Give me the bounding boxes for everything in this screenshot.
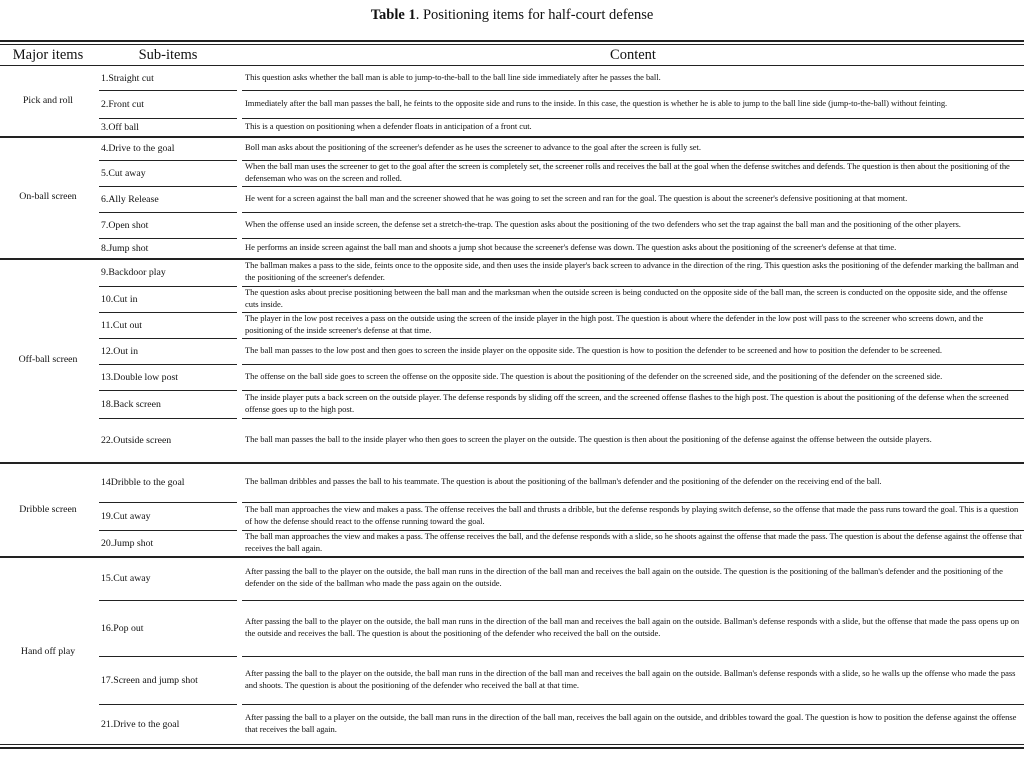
content-text: The inside player puts a back screen on the outside player. The defense responds by sliding off the screen, and the screened offense flashes to the high post. The question is about the positioning of the defense when the screened offense goes up to the high post.	[245, 391, 1009, 414]
content-text: After passing the ball to a player on the outside, the ball man runs in the direction of the ball man, receives the ball again on the outside, and dribbles toward the goal. The question is how to position the defense against the offense that receives the ball again.	[245, 711, 1017, 734]
sub-item-label: 12.Out in	[101, 346, 139, 357]
table-caption-text: . Positioning items for half-court defense	[415, 7, 654, 23]
sub-item-label: 20.Jump shot	[101, 538, 154, 549]
sub-item-label: 17.Screen and jump shot	[101, 675, 198, 686]
sub-item-label: 14Dribble to the goal	[101, 477, 185, 488]
row-divider	[99, 530, 237, 531]
bottom-rule-double	[0, 747, 1024, 749]
sub-item-label: 19.Cut away	[101, 511, 151, 522]
sub-item-label: 3.Off ball	[101, 122, 139, 133]
content-text: The ball man passes to the low post and then goes to screen the inside player on the opposite side. The question is how to position the defender to be screened and how to position the defender to be screened.	[245, 344, 942, 355]
major-item-label: Dribble screen	[19, 504, 77, 515]
row-divider	[242, 704, 1024, 705]
sub-item-label: 22.Outside screen	[101, 435, 172, 446]
content-text: When the offense used an inside screen, the defense set a stretch-the-trap. The question asks about the positioning of the two defenders who set the trap against the ball man and the positioning of the other players.	[245, 218, 961, 229]
row-divider	[99, 90, 237, 91]
row-divider	[242, 338, 1024, 339]
row-divider	[99, 160, 237, 161]
sub-item-label: 21.Drive to the goal	[101, 719, 180, 730]
sub-item-label: 4.Drive to the goal	[101, 143, 175, 154]
content-text: Immediately after the ball man passes the ball, he feints to the opposite side and runs to the inside. In this case, the question is whether he is able to jump to the ball line side (jump-to-the-ball) without feinting.	[245, 97, 948, 108]
content-text: The ball man approaches the view and makes a pass. The offense receives the ball and thrusts a dribble, but the defense responds by playing switch defense, so the offense that made the pass runs toward the goal. This is a question of how the defense should react to the offense running toward the goal.	[245, 503, 1019, 526]
sub-item-label: 10.Cut in	[101, 294, 138, 305]
row-divider	[99, 656, 237, 657]
row-divider	[99, 502, 237, 503]
content-text: He performs an inside screen against the ball man and shoots a jump shot because the screener's defense was down. The question asks about the positioning of the screener's defense at that time.	[245, 241, 897, 252]
sub-item-label: 6.Ally Release	[101, 194, 159, 205]
sub-item-label: 1.Straight cut	[101, 73, 154, 84]
sub-item-label: 15.Cut away	[101, 573, 151, 584]
sub-item-label: 8.Jump shot	[101, 243, 149, 254]
content-text: The ballman makes a pass to the side, feints once to the opposite side, and then uses the inside player's back screen to advance in the direction of the ring. This question asks the positioning of the defender marking the ballman and the positioning of the screener's defender.	[245, 259, 1019, 282]
sub-item-label: 13.Double low post	[101, 372, 179, 383]
row-divider	[242, 418, 1024, 419]
row-divider	[99, 338, 237, 339]
row-divider	[242, 212, 1024, 213]
row-divider	[242, 656, 1024, 657]
sub-item-label: 2.Front cut	[101, 99, 144, 110]
group-divider	[0, 136, 1024, 138]
top-rule-double	[0, 44, 1024, 45]
major-item-label: Off-ball screen	[18, 354, 78, 365]
row-divider	[99, 238, 237, 239]
row-divider	[99, 118, 237, 119]
group-divider	[0, 462, 1024, 464]
content-text: The ball man passes the ball to the inside player who then goes to screen the player on the outside. The question is then about the positioning of the defense against the offense between the outside players.	[245, 433, 932, 444]
row-divider	[99, 600, 237, 601]
content-text: He went for a screen against the ball man and the screener showed that he was going to set the screen and ran for the goal. The question is about the screener's defensive positioning at that moment.	[245, 192, 908, 203]
row-divider	[242, 186, 1024, 187]
row-divider	[99, 364, 237, 365]
row-divider	[242, 90, 1024, 91]
row-divider	[99, 704, 237, 705]
content-text: The question asks about precise positioning between the ball man and the marksman when the outside screen is being conducted on the opposite side of the ball man, the screen is conducted on the opposite side, and the offense cuts inside.	[245, 286, 1008, 309]
row-divider	[99, 418, 237, 419]
major-item-label: On-ball screen	[19, 191, 77, 202]
content-text: The offense on the ball side goes to screen the offense on the opposite side. The question is about the positioning of the defender on the screened side, and the positioning of the defender on the screened side.	[245, 370, 943, 381]
content-text: After passing the ball to the player on the outside, the ball man runs in the direction of the ball man and receives the ball again on the outside. The question is the positioning of the ballman's defender and the positioning of the defender on the side of the ballman who made the pass again on the outside.	[245, 565, 1003, 588]
row-divider	[242, 238, 1024, 239]
header-sub-items: Sub-items	[138, 47, 198, 63]
content-text: This is a question on positioning when a defender floats in anticipation of a front cut.	[245, 120, 532, 131]
sub-item-label: 5.Cut away	[101, 168, 146, 179]
sub-item-label: 18.Back screen	[101, 399, 161, 410]
content-text: The ballman dribbles and passes the ball to his teammate. The question is about the positioning of the ballman's defender and the positioning of the defender on the receiving end of the ball.	[245, 475, 882, 486]
sub-item-label: 11.Cut out	[101, 320, 143, 331]
content-text: The ball man approaches the view and makes a pass. The offense receives the ball, and the defense responds with a slide, so he shoots against the offense that made the pass. The question is about the defense against the offense that receives the ball again.	[245, 530, 1022, 553]
top-rule	[0, 40, 1024, 42]
header-rule	[0, 65, 1024, 66]
header-major-items: Major items	[12, 47, 84, 63]
content-text: After passing the ball to the player on the outside, the ball man runs in the direction of the ball man and receives the ball again on the outside. Ballman's defense responds with a slide, so he walls up the offense who made the pass and shoots. The question is about the positioning of the defender who received the ball at that time.	[245, 667, 1016, 690]
row-divider	[99, 212, 237, 213]
row-divider	[242, 600, 1024, 601]
row-divider	[99, 390, 237, 391]
content-text: After passing the ball to the player on the outside, the ball man runs in the direction of the ball man and receives the ball again on the outside. Ballman's defense responds with a slide, but the offense that made the pass opens up on the outside and receives the ball. The question is about the positioning of the defender who received the ball on the outside.	[245, 615, 1020, 638]
major-item-label: Pick and roll	[22, 95, 74, 106]
major-item-label: Hand off play	[20, 646, 76, 657]
header-content: Content	[610, 47, 656, 63]
content-text: The player in the low post receives a pass on the outside using the screen of the inside player in the high post. The question is about where the defender in the low post will pass to the screener who screens down, and the positioning of the inside screener's defense at that time.	[245, 312, 984, 335]
row-divider	[242, 364, 1024, 365]
table-caption	[0, 7, 1024, 24]
bottom-rule	[0, 744, 1024, 745]
content-text: Boll man asks about the positioning of the screener's defender as he uses the screener to advance to the goal after the screen is fully set.	[245, 141, 701, 152]
table-caption-label: Table 1	[370, 7, 416, 23]
group-divider	[0, 556, 1024, 558]
sub-item-label: 16.Pop out	[101, 623, 144, 634]
content-text: This question asks whether the ball man is able to jump-to-the-ball to the ball line side immediately after he passes the ball.	[245, 71, 661, 82]
row-divider	[99, 312, 237, 313]
content-text: When the ball man uses the screener to get to the goal after the screen is completely set, the screener rolls and receives the ball at the goal when the defense switches and defends. The question is then about the positioning of the defenseman who was on the screen and rolled.	[245, 160, 1010, 183]
sub-item-label: 7.Open shot	[101, 220, 149, 231]
row-divider	[99, 186, 237, 187]
sub-item-label: 9.Backdoor play	[101, 267, 166, 278]
row-divider	[99, 286, 237, 287]
